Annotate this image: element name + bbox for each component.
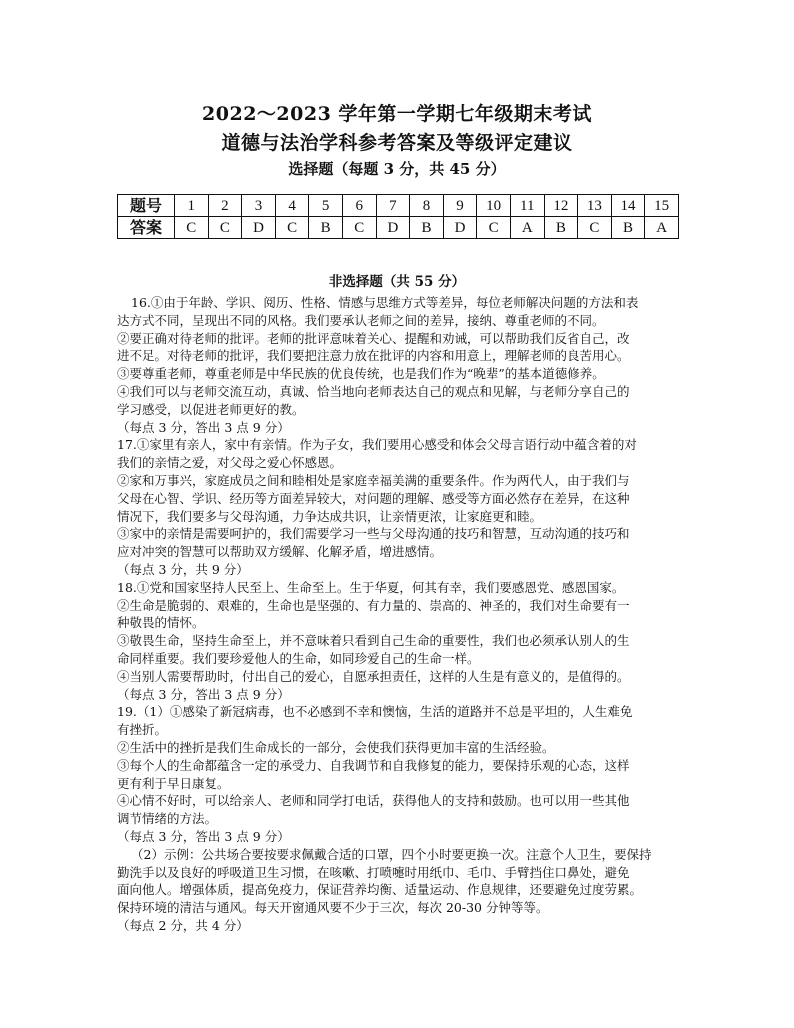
text-line: 进不足。对待老师的批评，我们要把注意力放在批评的内容和用意上，理解老师的良苦用心。 <box>117 348 630 364</box>
text-line: ③家中的亲情是需要呵护的，我们需要学习一些与父母沟通的技巧和智慧，互动沟通的技巧和 <box>117 526 630 542</box>
text-line: 我们的亲情之爱，对父母之爱心怀感恩。 <box>117 455 343 471</box>
document-title-line-2: 道德与法治学科参考答案及等级评定建议 <box>221 132 573 154</box>
text-line: ④我们可以与老师交流互动，真诚、恰当地向老师表达自己的观点和见解，与老师分享自己的 <box>117 383 630 399</box>
question-number-row <box>118 195 679 217</box>
text-line: 学习感受，以促进老师更好的教。 <box>117 401 305 417</box>
answer-cell: B <box>611 217 645 239</box>
answer-cell: D <box>376 217 410 239</box>
question-number: 12 <box>544 195 578 217</box>
question-number: 13 <box>578 195 612 217</box>
multiple-choice-heading: 选择题（每题 3 分，共 45 分） <box>288 160 506 178</box>
text-line: ④心情不好时，可以给亲人、老师和同学打电话，获得他人的支持和鼓励。也可以用一些其他 <box>117 793 630 809</box>
question-number: 11 <box>510 195 544 217</box>
scoring-note: （每点 3 分，答出 3 点 9 分） <box>117 686 290 702</box>
scoring-note: （每点 3 分，共 9 分） <box>117 561 249 577</box>
answer-cell: C <box>175 217 209 239</box>
text-line: 勤洗手以及良好的呼吸道卫生习惯，在咳嗽、打喷嚏时用纸巾、毛巾、手臂挡住口鼻处，避免 <box>117 864 630 880</box>
scoring-note: （每点 2 分，共 4 分） <box>117 917 249 933</box>
answer-cell: B <box>544 217 578 239</box>
text-line: 种敬畏的情怀。 <box>117 615 205 631</box>
answer-cell: C <box>275 217 309 239</box>
text-line: 16.①由于年龄、学识、阅历、性格、情感与思维方式等差异，每位老师解决问题的方法和表 <box>131 295 639 310</box>
question-number: 7 <box>376 195 410 217</box>
question-number: 3 <box>242 195 276 217</box>
question-number: 15 <box>645 195 679 217</box>
question-number: 2 <box>208 195 242 217</box>
text-line: 更有利于早日康复。 <box>117 775 230 791</box>
text-line: ②家和万事兴，家庭成员之间和睦相处是家庭幸福美满的重要条件。作为两代人，由于我们与 <box>117 472 630 488</box>
text-line: 有挫折。 <box>117 722 168 738</box>
answer-body <box>117 294 679 935</box>
question-number: 8 <box>410 195 444 217</box>
question-number: 9 <box>443 195 477 217</box>
text-line: ④当别人需要帮助时，付出自己的爱心，自愿承担责任，这样的人生是有意义的，是值得的。 <box>117 668 630 684</box>
text-line: 父母在心智、学识、经历等方面差异较大，对问题的理解、感受等方面必然存在差异，在这种 <box>117 490 630 506</box>
row-label-numbers: 题号 <box>118 195 175 217</box>
answer-cell: A <box>645 217 679 239</box>
text-line: 19.（1）①感染了新冠病毒，也不必感到不幸和懊恼，生活的道路并不总是平坦的，人生难免 <box>117 704 633 720</box>
question-number: 4 <box>275 195 309 217</box>
answer-cell: C <box>578 217 612 239</box>
scoring-note: （每点 3 分，答出 3 点 9 分） <box>117 828 290 844</box>
text-line: ③要尊重老师，尊重老师是中华民族的优良传统，也是我们作为“晚辈”的基本道德修养。 <box>117 366 605 382</box>
text-line: ②生命是脆弱的、艰难的，生命也是坚强的、有力量的、崇高的、神圣的，我们对生命要有一 <box>117 597 630 613</box>
answer-table <box>117 194 679 239</box>
answer-cell: D <box>242 217 276 239</box>
answer-cell: A <box>510 217 544 239</box>
non-multiple-choice-heading: 非选择题（共 55 分） <box>328 274 466 290</box>
text-line: （2）示例：公共场合要按要求佩戴合适的口罩，四个小时要更换一次。注意个人卫生，要保持 <box>131 846 652 862</box>
text-line: 达方式不同，呈现出不同的风格。我们要承认老师之间的差异，接纳、尊重老师的不同。 <box>117 312 605 328</box>
answer-cell: B <box>410 217 444 239</box>
answer-cell: C <box>208 217 242 239</box>
document-title-line-1: 2022～2023 学年第一学期七年级期末考试 <box>202 103 592 125</box>
question-number: 1 <box>175 195 209 217</box>
scoring-note: （每点 3 分，答出 3 点 9 分） <box>117 419 290 435</box>
text-line: 18.①党和国家坚持人民至上、生命至上。生于华夏，何其有幸，我们要感恩党、感恩国家。 <box>117 579 625 595</box>
answer-cell: C <box>342 217 376 239</box>
text-line: ②生活中的挫折是我们生命成长的一部分，会使我们获得更加丰富的生活经验。 <box>117 739 555 755</box>
question-number: 6 <box>342 195 376 217</box>
row-label-answers: 答案 <box>118 217 175 239</box>
question-number: 5 <box>309 195 343 217</box>
text-line: ②要正确对待老师的批评。老师的批评意味着关心、提醒和劝诫，可以帮助我们反省自己，改 <box>117 330 630 346</box>
text-line: 调节情绪的方法。 <box>117 811 218 827</box>
text-line: 命同样重要。我们要珍爱他人的生命，如同珍爱自己的生命一样。 <box>117 650 480 666</box>
answer-cell: B <box>309 217 343 239</box>
answer-cell: D <box>443 217 477 239</box>
answer-cell: C <box>477 217 511 239</box>
answer-row <box>118 217 679 239</box>
question-number: 10 <box>477 195 511 217</box>
text-line: 情况下，我们要多与父母沟通，力争达成共识，让亲情更浓，让家庭更和睦。 <box>117 508 543 524</box>
text-line: ③敬畏生命，坚持生命至上，并不意味着只看到自己生命的重要性，我们也必须承认别人的生 <box>117 633 630 649</box>
question-number: 14 <box>611 195 645 217</box>
text-line: 面向他人。增强体质，提高免疫力，保证营养均衡、适量运动、作息规律，还要避免过度劳累。 <box>117 882 643 898</box>
text-line: 保持环境的清洁与通风。每天开窗通风要不少于三次，每次 20-30 分钟等等。 <box>117 900 549 916</box>
text-line: ③每个人的生命都蕴含一定的承受力、自我调节和自我修复的能力，要保持乐观的心态，这样 <box>117 757 630 773</box>
text-line: 17.①家里有亲人，家中有亲情。作为子女，我们要用心感受和体会父母言语行动中蕴含着的对 <box>117 437 637 453</box>
text-line: 应对冲突的智慧可以帮助双方缓解、化解矛盾，增进感情。 <box>117 544 443 560</box>
